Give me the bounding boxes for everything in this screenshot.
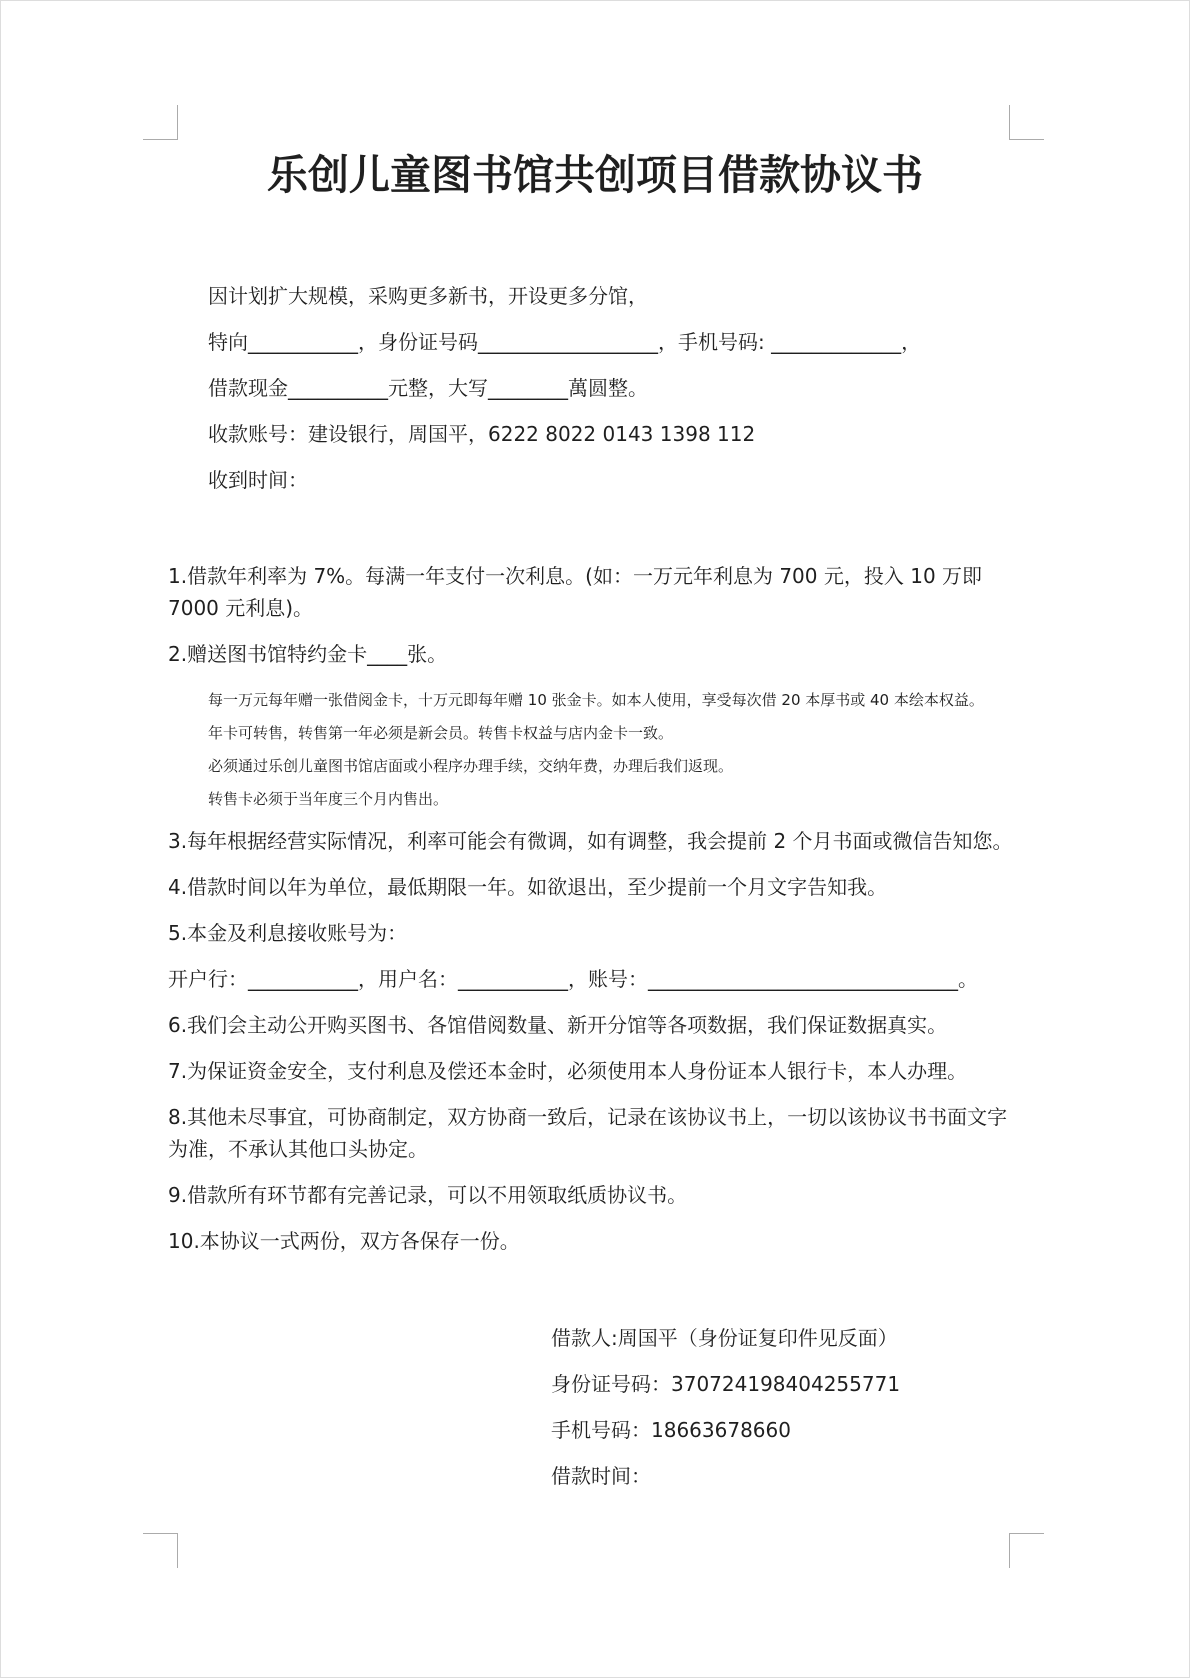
clause-6-data-transparency: 6.我们会主动公开购买图书、各馆借阅数量、新开分馆等各项数据，我们保证数据真实。 — [168, 1013, 948, 1037]
clause-5-receiving-account: 5.本金及利息接收账号为： — [168, 921, 408, 945]
clause-9-records: 9.借款所有环节都有完善记录，可以不用领取纸质协议书。 — [168, 1183, 688, 1207]
intro-line-amount-blanks: 借款现金__________元整，大写________萬圆整。 — [208, 376, 648, 400]
signature-loan-date: 借款时间： — [551, 1464, 651, 1488]
account-blanks-line: 开户行：___________，用户名：___________，账号：_______________________________。 — [168, 967, 978, 991]
clauses-section — [168, 560, 1022, 1257]
document-content — [168, 0, 1022, 1506]
card-note-procedure-rule: 必须通过乐创儿童图书馆店面或小程序办理手续，交纳年费，办理后我们返现。 — [208, 757, 734, 775]
card-note-resale-rule: 年卡可转售，转售第一年必须是新会员。转售卡权益与店内金卡一致。 — [208, 724, 674, 742]
intro-line-lender-blanks: 特向___________，身份证号码__________________，手机号码: _____________， — [208, 330, 922, 354]
clause-2-gold-card: 2.赠送图书馆特约金卡____张。 — [168, 642, 448, 666]
margin-mark-bottom-left-icon — [143, 1533, 178, 1568]
margin-mark-bottom-right-icon — [1009, 1533, 1044, 1568]
clause-4-loan-term: 4.借款时间以年为单位，最低期限一年。如欲退出，至少提前一个月文字告知我。 — [168, 875, 888, 899]
intro-line-receiving-account: 收款账号：建设银行，周国平，6222 8022 0143 1398 112 — [208, 422, 756, 446]
card-note-grant-rule: 每一万元每年赠一张借阅金卡，十万元即每年赠 10 张金卡。如本人使用，享受每次借 20 本厚书或 40 本绘本权益。 — [208, 691, 984, 709]
clause-3-rate-adjustment: 3.每年根据经营实际情况，利率可能会有微调，如有调整，我会提前 2 个月书面或微信告知您。 — [168, 829, 1013, 853]
intro-section — [168, 280, 1022, 496]
signature-phone: 手机号码：18663678660 — [551, 1418, 791, 1442]
intro-line-received-time: 收到时间： — [208, 468, 308, 492]
document-title: 乐创儿童图书馆共创项目借款协议书 — [267, 151, 923, 199]
clause-1-interest-rate: 1.借款年利率为 7%。每满一年支付一次利息。(如：一万元年利息为 700 元，投入 10 万即 7000 元利息)。 — [168, 564, 983, 620]
card-note-resale-deadline: 转售卡必须于当年度三个月内售出。 — [208, 790, 449, 808]
intro-line-expansion-plan: 因计划扩大规模，采购更多新书，开设更多分馆， — [208, 284, 648, 308]
clause-10-copies: 10.本协议一式两份，双方各保存一份。 — [168, 1229, 520, 1253]
clause-7-fund-safety: 7.为保证资金安全，支付利息及偿还本金时，必须使用本人身份证本人银行卡，本人办理。 — [168, 1059, 968, 1083]
signature-id-number: 身份证号码：370724198404255771 — [551, 1372, 901, 1396]
clause-8-written-agreement: 8.其他未尽事宜，可协商制定，双方协商一致后，记录在该协议书上，一切以该协议书书面文字为准，不承认其他口头协定。 — [168, 1105, 1008, 1161]
signature-borrower: 借款人:周国平（身份证复印件见反面） — [551, 1326, 898, 1350]
signature-section — [168, 1322, 1022, 1492]
gold-card-notes — [168, 684, 1022, 816]
